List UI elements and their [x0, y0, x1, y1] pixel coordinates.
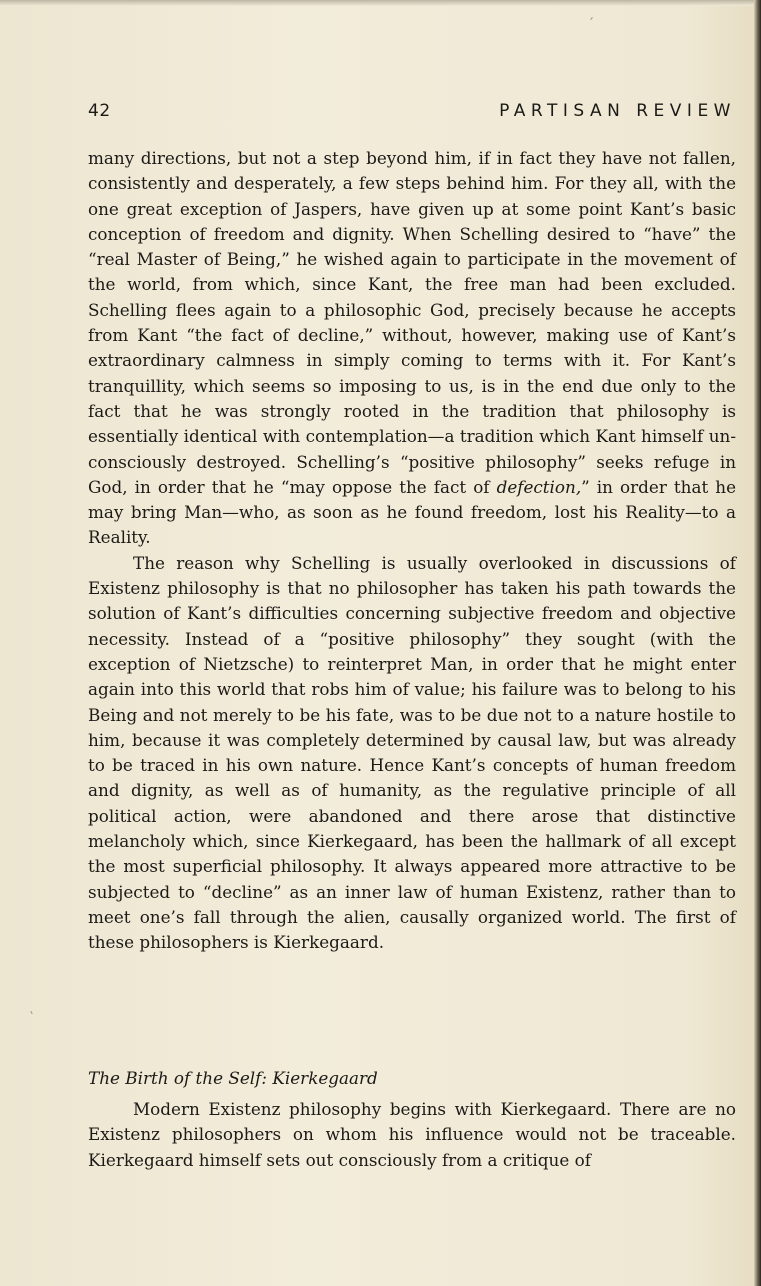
page-number: 42	[88, 101, 111, 121]
body-text	[88, 146, 736, 956]
journal-title: PARTISAN REVIEW	[499, 101, 736, 121]
paper-speck	[30, 1011, 32, 1014]
running-head	[88, 101, 736, 127]
paragraph-3: Modern Existenz philosophy begins with Kierkegaard. There are no Existenz philosophers on whom his influence would not be traceable. Kierkegaard himself sets out consciously from a critique of	[88, 1099, 736, 1170]
book-spine-shadow	[754, 0, 761, 1286]
paragraph-1-text: many directions, but not a step beyond him, if in fact they have not fallen, consistently and desperately, a few steps behind him. For they all, with the one great exception of Jaspers, have given up at some point Kant’s basic conception of freedom and dignity. When Schelling desired to “have” the “real Master of Being,” he wished again to participate in the movement of the world, from which, since Kant, the free man had been excluded. Schelling flees again to a philosophic God, precisely because he accepts from Kant “the fact of decline,” without, however, making use of Kant’s extraordinary calmness in simply coming to terms with it. For Kant’s tranquillity, which seems so imposing to us, is in the end due only to the fact that he was strongly rooted in the tradition that philosophy is essentially identical with contemplation—a tradition which Kant himself unconsciously destroyed. Schelling’s “positive philosophy” seeks refuge in God, in order that he “may oppose the fact of	[88, 148, 736, 497]
paragraph-2: The reason why Schelling is usually overlooked in discussions of Existenz philosophy is that no philosopher has taken his path towards the solution of Kant’s difficulties concerning subjective freedom and objective necessity. Instead of a “positive philosophy” they sought (with the exception of Nietzsche) to reinterpret Man, in order that he might enter again into this world that robs him of value; his failure was to belong to his Being and not merely to be his fate, was to be due not to a nature hostile to him, because it was completely determined by causal law, but was already to be traced in his own nature. Hence Kant’s concepts of human freedom and dignity, as well as of humanity, as the regulative principle of all political action, were abandoned and there arose that distinctive melancholy which, since Kierkegaard, has been the hallmark of all except the most superficial philosophy. It always appeared more attractive to be subjected to “decline” as an inner law of human Existenz, rather than to meet one’s fall through the alien, causally organized world. The first of these philosophers is Kierkegaard.	[88, 552, 736, 953]
paragraph-1-text-end: ” in order that he may bring Man—who, as soon as he found freedom, lost his Reality—to a Reality.	[88, 476, 737, 548]
section-body	[88, 1097, 736, 1173]
page-top-edge	[0, 0, 761, 6]
section-heading: The Birth of the Self: Kierkegaard	[88, 1068, 378, 1088]
paragraph-1	[88, 146, 736, 551]
emphasis-defection: defection,	[496, 476, 582, 497]
paper-speck	[590, 17, 593, 20]
